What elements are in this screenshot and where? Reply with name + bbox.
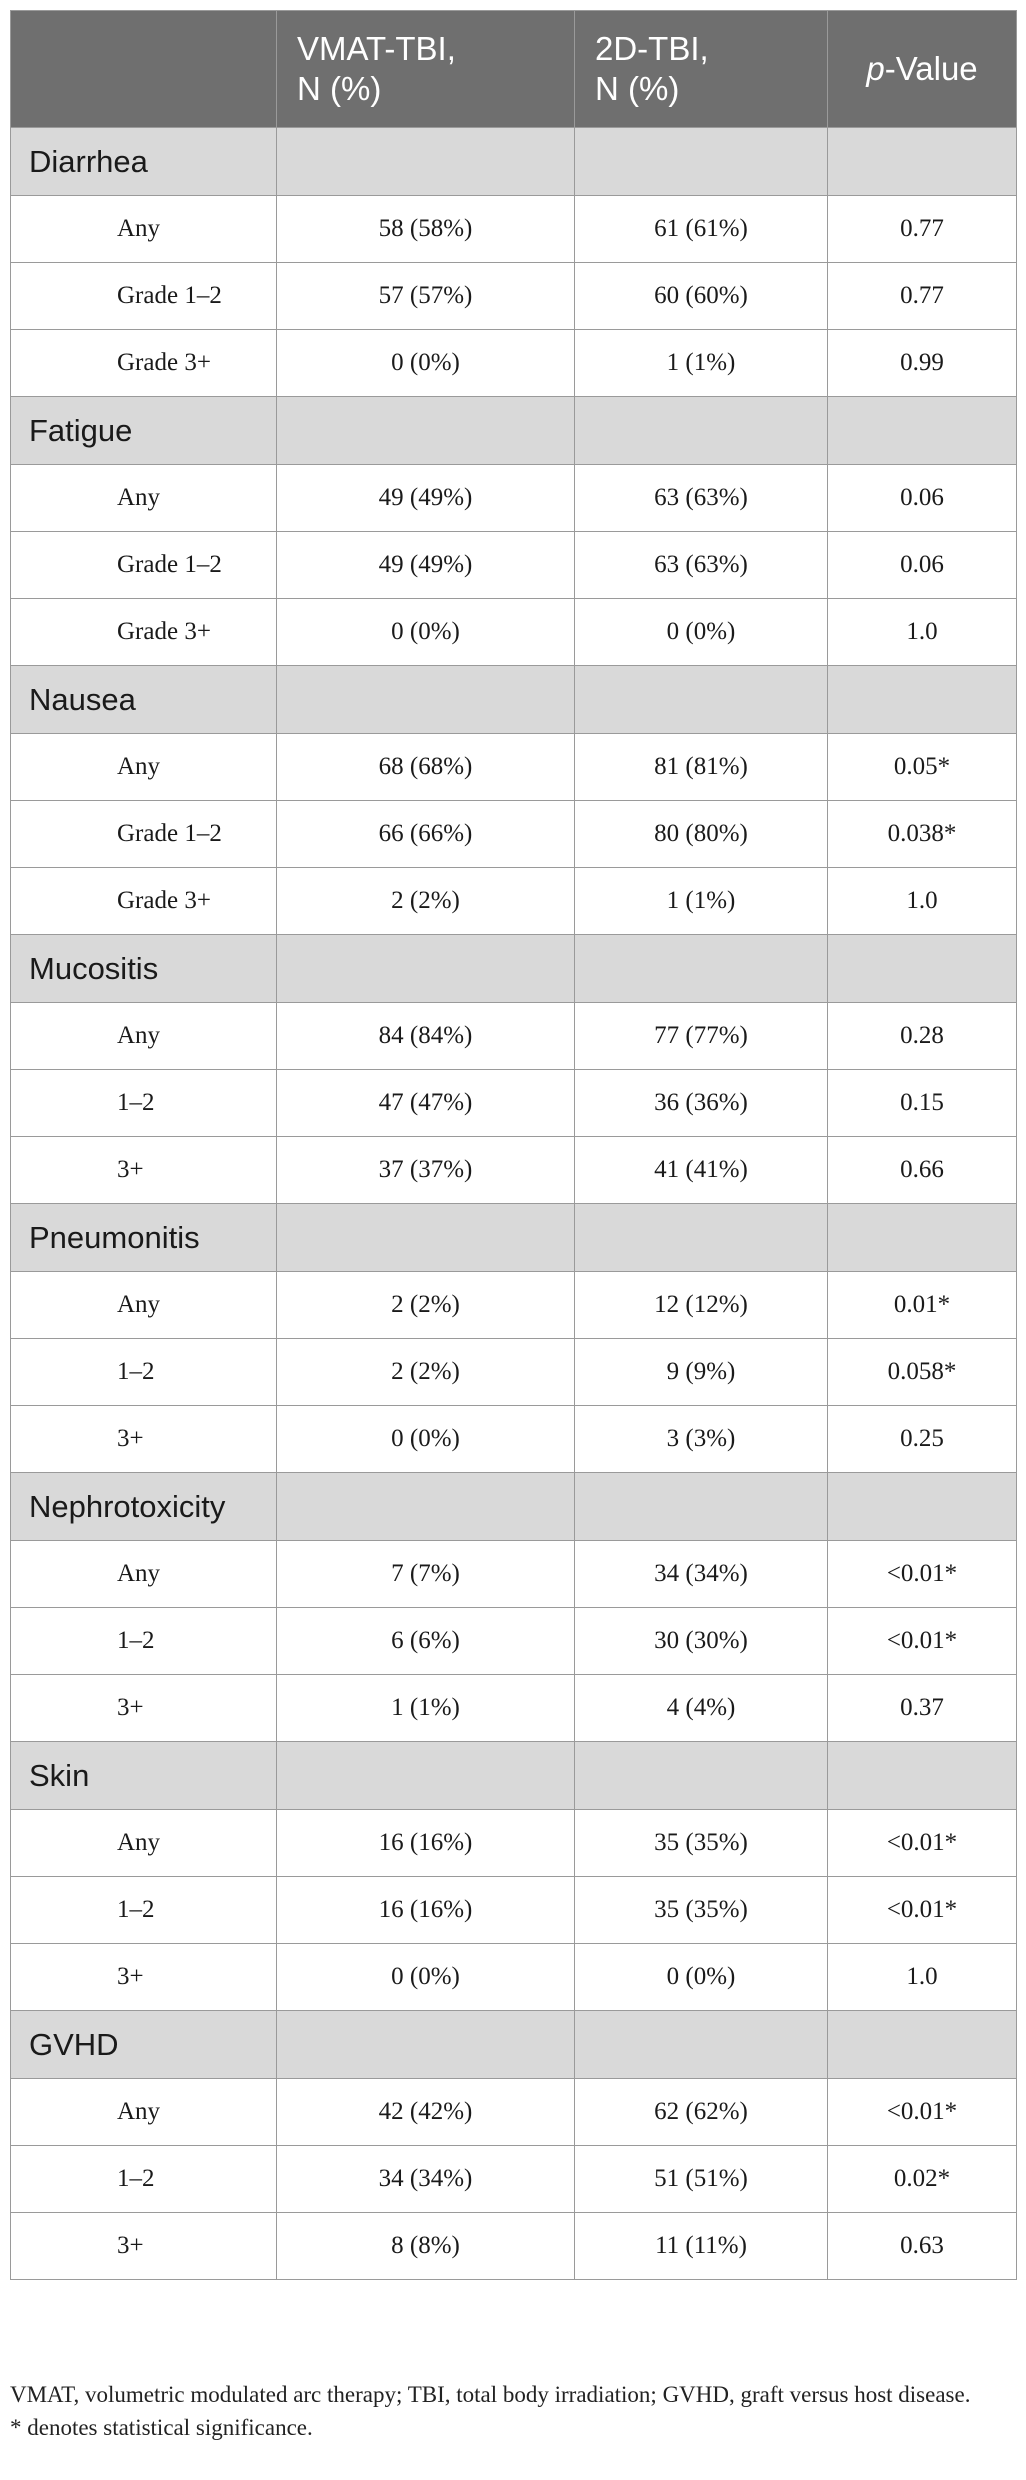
row-label: Any xyxy=(11,2079,277,2146)
row-label: Any xyxy=(11,734,277,801)
group-empty-cell xyxy=(277,935,575,1003)
table-row xyxy=(11,1339,1017,1406)
group-empty-cell xyxy=(828,935,1017,1003)
vmat-tbi-value: 49 (49%) xyxy=(277,465,575,532)
row-label: 1–2 xyxy=(11,1070,277,1137)
p-value: <0.01* xyxy=(828,1608,1017,1675)
group-empty-cell xyxy=(828,128,1017,196)
table-row xyxy=(11,2213,1017,2280)
p-value: 0.06 xyxy=(828,532,1017,599)
footnote-significance: * denotes statistical significance. xyxy=(10,2415,313,2440)
vmat-tbi-value: 2 (2%) xyxy=(277,1339,575,1406)
2d-tbi-value: 35 (35%) xyxy=(575,1810,828,1877)
2d-tbi-value: 63 (63%) xyxy=(575,532,828,599)
row-label: Any xyxy=(11,465,277,532)
vmat-tbi-value: 49 (49%) xyxy=(277,532,575,599)
2d-tbi-value: 12 (12%) xyxy=(575,1272,828,1339)
group-empty-cell xyxy=(828,1204,1017,1272)
p-value: 0.038* xyxy=(828,801,1017,868)
row-label: Grade 3+ xyxy=(11,868,277,935)
header-blank xyxy=(11,11,277,128)
group-label: Nephrotoxicity xyxy=(11,1473,277,1541)
table-row xyxy=(11,2079,1017,2146)
p-value: <0.01* xyxy=(828,1810,1017,1877)
group-label: Mucositis xyxy=(11,935,277,1003)
table-row xyxy=(11,1070,1017,1137)
group-empty-cell xyxy=(277,1204,575,1272)
group-row xyxy=(11,2011,1017,2079)
row-label: Grade 3+ xyxy=(11,599,277,666)
table-row xyxy=(11,1608,1017,1675)
row-label: Any xyxy=(11,1003,277,1070)
table-row xyxy=(11,1003,1017,1070)
header-vmat-tbi: VMAT-TBI, N (%) xyxy=(277,11,575,128)
group-empty-cell xyxy=(277,2011,575,2079)
table-row xyxy=(11,1541,1017,1608)
vmat-tbi-value: 0 (0%) xyxy=(277,1406,575,1473)
2d-tbi-value: 4 (4%) xyxy=(575,1675,828,1742)
group-empty-cell xyxy=(575,1742,828,1810)
p-value: 0.66 xyxy=(828,1137,1017,1204)
toxicity-table-container xyxy=(10,10,1016,2280)
vmat-tbi-value: 84 (84%) xyxy=(277,1003,575,1070)
table-row xyxy=(11,1675,1017,1742)
table-row xyxy=(11,1406,1017,1473)
table-body xyxy=(11,128,1017,2280)
group-row xyxy=(11,1204,1017,1272)
group-empty-cell xyxy=(575,128,828,196)
row-label: 1–2 xyxy=(11,2146,277,2213)
table-row xyxy=(11,1137,1017,1204)
header-row xyxy=(11,11,1017,128)
group-row xyxy=(11,666,1017,734)
row-label: Grade 1–2 xyxy=(11,801,277,868)
group-empty-cell xyxy=(277,1742,575,1810)
group-empty-cell xyxy=(828,1742,1017,1810)
group-row xyxy=(11,397,1017,465)
p-value: <0.01* xyxy=(828,1541,1017,1608)
row-label: 3+ xyxy=(11,1944,277,2011)
table-row xyxy=(11,1877,1017,1944)
table-row xyxy=(11,868,1017,935)
2d-tbi-value: 51 (51%) xyxy=(575,2146,828,2213)
vmat-tbi-value: 37 (37%) xyxy=(277,1137,575,1204)
header-p-value: p-Value xyxy=(828,11,1017,128)
p-value: 0.06 xyxy=(828,465,1017,532)
table-row xyxy=(11,599,1017,666)
group-empty-cell xyxy=(277,128,575,196)
2d-tbi-value: 35 (35%) xyxy=(575,1877,828,1944)
2d-tbi-value: 60 (60%) xyxy=(575,263,828,330)
row-label: 3+ xyxy=(11,2213,277,2280)
table-row xyxy=(11,1944,1017,2011)
2d-tbi-value: 1 (1%) xyxy=(575,868,828,935)
group-empty-cell xyxy=(828,397,1017,465)
vmat-tbi-value: 7 (7%) xyxy=(277,1541,575,1608)
row-label: 1–2 xyxy=(11,1339,277,1406)
toxicity-table xyxy=(10,10,1017,2280)
group-empty-cell xyxy=(575,2011,828,2079)
p-value: <0.01* xyxy=(828,2079,1017,2146)
p-value: 0.05* xyxy=(828,734,1017,801)
table-row xyxy=(11,330,1017,397)
row-label: 3+ xyxy=(11,1406,277,1473)
vmat-tbi-value: 16 (16%) xyxy=(277,1877,575,1944)
row-label: Any xyxy=(11,1272,277,1339)
vmat-tbi-value: 57 (57%) xyxy=(277,263,575,330)
group-label: Nausea xyxy=(11,666,277,734)
p-value: 0.25 xyxy=(828,1406,1017,1473)
row-label: 1–2 xyxy=(11,1608,277,1675)
group-empty-cell xyxy=(277,666,575,734)
vmat-tbi-value: 34 (34%) xyxy=(277,2146,575,2213)
vmat-tbi-value: 16 (16%) xyxy=(277,1810,575,1877)
vmat-tbi-value: 58 (58%) xyxy=(277,196,575,263)
row-label: Any xyxy=(11,196,277,263)
table-footnotes xyxy=(10,2378,1016,2444)
footnote-abbreviations: VMAT, volumetric modulated arc therapy; TBI, total body irradiation; GVHD, graft versus host disease. xyxy=(10,2382,971,2407)
vmat-tbi-value: 1 (1%) xyxy=(277,1675,575,1742)
2d-tbi-value: 34 (34%) xyxy=(575,1541,828,1608)
2d-tbi-value: 0 (0%) xyxy=(575,599,828,666)
2d-tbi-value: 77 (77%) xyxy=(575,1003,828,1070)
2d-tbi-value: 30 (30%) xyxy=(575,1608,828,1675)
row-label: Grade 3+ xyxy=(11,330,277,397)
row-label: 3+ xyxy=(11,1675,277,1742)
vmat-tbi-value: 42 (42%) xyxy=(277,2079,575,2146)
2d-tbi-value: 41 (41%) xyxy=(575,1137,828,1204)
group-row xyxy=(11,1473,1017,1541)
header-2d-tbi: 2D-TBI, N (%) xyxy=(575,11,828,128)
group-empty-cell xyxy=(575,1473,828,1541)
vmat-tbi-value: 8 (8%) xyxy=(277,2213,575,2280)
p-value: 0.77 xyxy=(828,263,1017,330)
group-label: GVHD xyxy=(11,2011,277,2079)
table-row xyxy=(11,465,1017,532)
group-row xyxy=(11,1742,1017,1810)
vmat-tbi-value: 0 (0%) xyxy=(277,599,575,666)
group-empty-cell xyxy=(828,2011,1017,2079)
vmat-tbi-value: 0 (0%) xyxy=(277,1944,575,2011)
2d-tbi-value: 62 (62%) xyxy=(575,2079,828,2146)
group-empty-cell xyxy=(575,935,828,1003)
p-value: 1.0 xyxy=(828,599,1017,666)
table-row xyxy=(11,734,1017,801)
p-value: 0.63 xyxy=(828,2213,1017,2280)
group-label: Skin xyxy=(11,1742,277,1810)
2d-tbi-value: 80 (80%) xyxy=(575,801,828,868)
2d-tbi-value: 61 (61%) xyxy=(575,196,828,263)
group-row xyxy=(11,128,1017,196)
row-label: Grade 1–2 xyxy=(11,532,277,599)
row-label: Grade 1–2 xyxy=(11,263,277,330)
2d-tbi-value: 0 (0%) xyxy=(575,1944,828,2011)
p-value: 1.0 xyxy=(828,868,1017,935)
vmat-tbi-value: 6 (6%) xyxy=(277,1608,575,1675)
group-empty-cell xyxy=(575,397,828,465)
2d-tbi-value: 11 (11%) xyxy=(575,2213,828,2280)
p-value: 0.02* xyxy=(828,2146,1017,2213)
table-row xyxy=(11,2146,1017,2213)
p-value: <0.01* xyxy=(828,1877,1017,1944)
group-empty-cell xyxy=(575,1204,828,1272)
table-row xyxy=(11,1810,1017,1877)
table-row xyxy=(11,1272,1017,1339)
table-row xyxy=(11,532,1017,599)
p-value: 1.0 xyxy=(828,1944,1017,2011)
group-empty-cell xyxy=(277,397,575,465)
table-row xyxy=(11,263,1017,330)
group-empty-cell xyxy=(277,1473,575,1541)
row-label: 1–2 xyxy=(11,1877,277,1944)
vmat-tbi-value: 2 (2%) xyxy=(277,1272,575,1339)
2d-tbi-value: 36 (36%) xyxy=(575,1070,828,1137)
row-label: Any xyxy=(11,1541,277,1608)
2d-tbi-value: 9 (9%) xyxy=(575,1339,828,1406)
vmat-tbi-value: 47 (47%) xyxy=(277,1070,575,1137)
2d-tbi-value: 63 (63%) xyxy=(575,465,828,532)
group-label: Fatigue xyxy=(11,397,277,465)
row-label: 3+ xyxy=(11,1137,277,1204)
group-label: Diarrhea xyxy=(11,128,277,196)
p-value: 0.01* xyxy=(828,1272,1017,1339)
p-value: 0.28 xyxy=(828,1003,1017,1070)
2d-tbi-value: 81 (81%) xyxy=(575,734,828,801)
group-empty-cell xyxy=(828,666,1017,734)
2d-tbi-value: 3 (3%) xyxy=(575,1406,828,1473)
vmat-tbi-value: 0 (0%) xyxy=(277,330,575,397)
vmat-tbi-value: 66 (66%) xyxy=(277,801,575,868)
row-label: Any xyxy=(11,1810,277,1877)
p-value: 0.37 xyxy=(828,1675,1017,1742)
p-value: 0.15 xyxy=(828,1070,1017,1137)
group-empty-cell xyxy=(828,1473,1017,1541)
p-value: 0.77 xyxy=(828,196,1017,263)
group-empty-cell xyxy=(575,666,828,734)
2d-tbi-value: 1 (1%) xyxy=(575,330,828,397)
vmat-tbi-value: 2 (2%) xyxy=(277,868,575,935)
table-row xyxy=(11,801,1017,868)
vmat-tbi-value: 68 (68%) xyxy=(277,734,575,801)
group-label: Pneumonitis xyxy=(11,1204,277,1272)
p-value: 0.058* xyxy=(828,1339,1017,1406)
group-row xyxy=(11,935,1017,1003)
p-value: 0.99 xyxy=(828,330,1017,397)
table-row xyxy=(11,196,1017,263)
